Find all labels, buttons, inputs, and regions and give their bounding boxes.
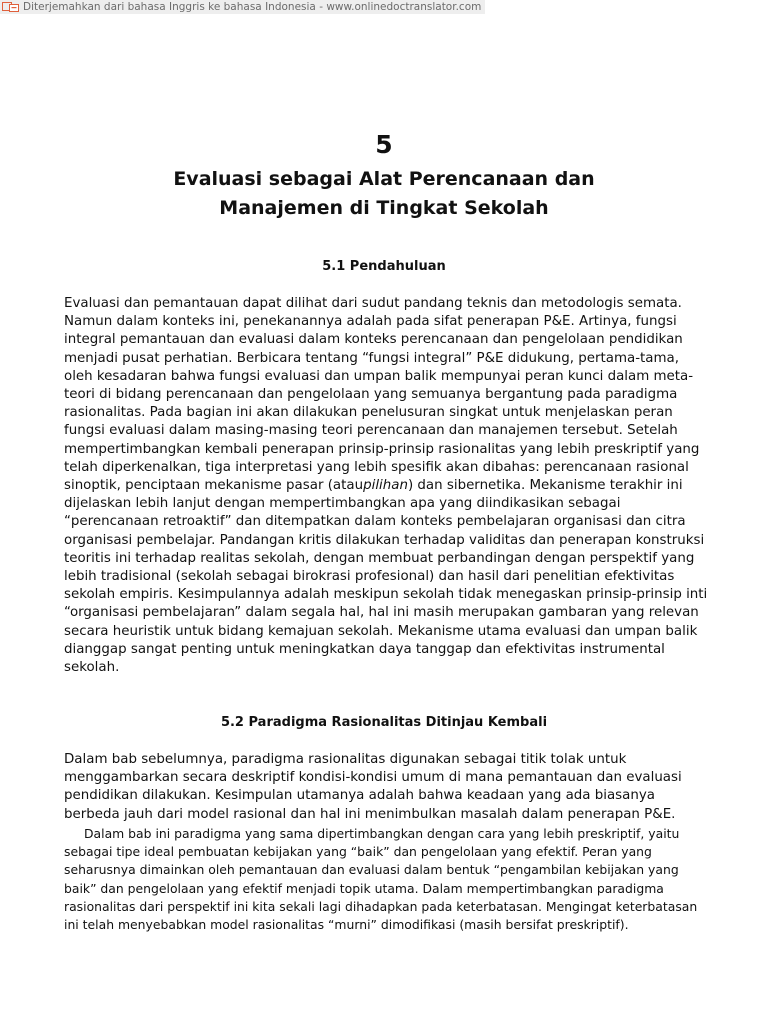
translator-banner bbox=[0, 0, 485, 14]
section-5-2-paragraph-1: Dalam bab sebelumnya, paradigma rasionalitas digunakan sebagai titik tolak untuk menggambarkan secara deskriptif kondisi-kondisi umum di mana pemantauan dan evaluasi pendidikan dilakukan. Kesimpulan utamanya adalah bahwa keadaan yang ada biasanya berbeda jauh dari model rasional dan hal ini menimbulkan masalah dalam penerapan P&E. bbox=[64, 752, 682, 822]
chapter-title-line-2: Manajemen di Tingkat Sekolah bbox=[219, 197, 549, 219]
italic-term: pilihan bbox=[363, 478, 408, 494]
section-5-1-paragraph bbox=[64, 295, 709, 677]
section-heading-5-1: 5.1 Pendahuluan bbox=[322, 259, 446, 274]
translator-logo-icon bbox=[2, 2, 20, 12]
paragraph-text-before-italic: Evaluasi dan pemantauan dapat dilihat dari sudut pandang teknis dan metodologis semata. Namun dalam konteks ini, penekanannya adalah pada sifat penerapan P&E. Artinya, fungsi integral pemantauan dan evaluasi dalam konteks perencanaan dan pengelolaan pendidikan menjadi pusat perhatian. Berbicara tentang “fungsi integral” P&E didukung, pertama-tama, oleh kesadaran bahwa fungsi evaluasi dan umpan balik mempunyai peran kunci dalam meta-teori di bidang perencanaan dan pengelolaan yang semuanya bergantung pada paradigma rasionalitas. Pada bagian ini akan dilakukan penelusuran singkat untuk menjelaskan peran fungsi evaluasi dalam masing-masing teori perencanaan dan manajemen tersebut. Setelah mempertimbangkan kembali penerapan prinsip-prinsip rasionalitas yang lebih preskriptif yang telah diperkenalkan, tiga interpretasi yang lebih spesifik akan dibahas: perencanaan rasional sinoptik, penciptaan mekanisme pasar (atau bbox=[64, 296, 700, 494]
section-heading-5-2: 5.2 Paradigma Rasionalitas Ditinjau Kembali bbox=[220, 715, 548, 730]
chapter-number: 5 bbox=[375, 130, 393, 159]
section-5-2-paragraph-2 bbox=[64, 825, 709, 934]
paragraph-text-after-italic: ) dan sibernetika. Mekanisme terakhir ini dijelaskan lebih lanjut dengan mempertimbangkan apa yang diindikasikan sebagai “perencanaan retroaktif” dan ditempatkan dalam konteks pembelajaran organisasi dan citra organisasi pembelajar. Pandangan kritis dilakukan terhadap validitas dan penerapan konstruksi teoritis ini terhadap realitas sekolah, dengan membuat perbandingan dengan perspektif yang lebih tradisional (sekolah sebagai birokrasi profesional) dan hasil dari penelitian efektivitas sekolah empiris. Kesimpulannya adalah meskipun sekolah tidak menegaskan prinsip-prinsip inti “organisasi pembelajaran” dalam segala hal, hal ini masih merupakan gambaran yang relevan secara heuristik untuk bidang kemajuan sekolah. Mekanisme utama evaluasi dan umpan balik dianggap sangat penting untuk meningkatkan daya tanggap dan efektivitas instrumental sekolah. bbox=[64, 478, 708, 676]
chapter-title-line-1: Evaluasi sebagai Alat Perencanaan dan bbox=[173, 168, 595, 190]
translator-banner-text: Diterjemahkan dari bahasa Inggris ke bahasa Indonesia - www.onlinedoctranslator.com bbox=[23, 1, 482, 13]
chapter-title bbox=[100, 165, 668, 223]
section-5-2-paragraph-2-text: Dalam bab ini paradigma yang sama dipertimbangkan dengan cara yang lebih preskriptif, yaitu sebagai tipe ideal pembuatan kebijakan yang “baik” dan pengelolaan yang efektif. Peran yang seharusnya dimainkan oleh pemantauan dan evaluasi dalam bentuk “pengambilan kebijakan yang baik” dan pengelolaan yang efektif menjadi topik utama. Dalam mempertimbangkan paradigma rasionalitas dari perspektif ini kita sekali lagi dihadapkan pada keterbatasan. Mengingat keterbatasan ini telah menyebabkan model rasionalitas “murni” dimodifikasi (masih bersifat preskriptif). bbox=[64, 826, 698, 933]
